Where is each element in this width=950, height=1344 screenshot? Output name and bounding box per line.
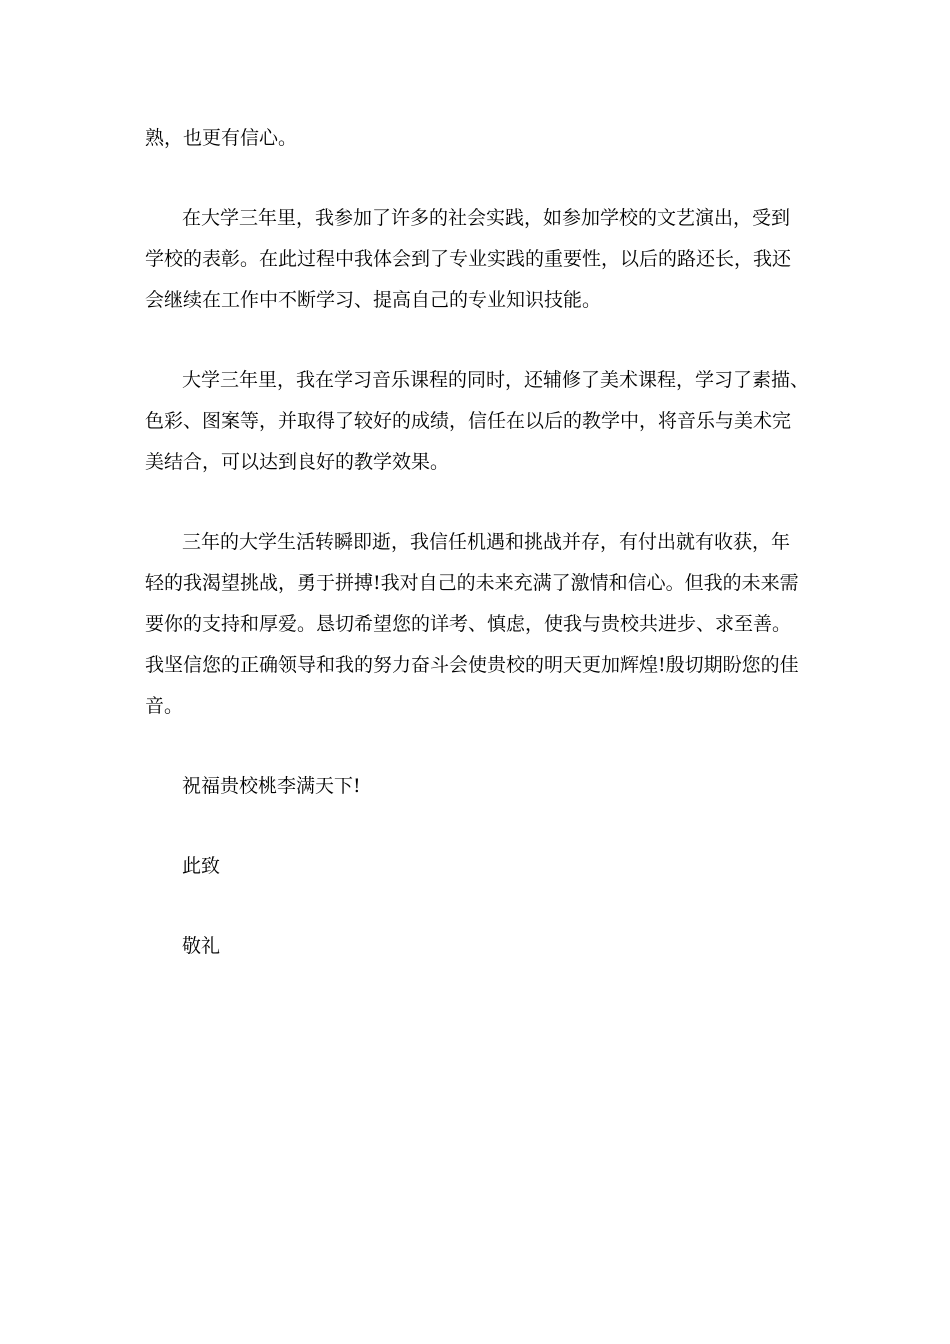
paragraph-2-line-3: 会继续在工作中不断学习、提高自己的专业知识技能。: [145, 289, 602, 311]
closing-salutation: 此致: [182, 855, 221, 877]
paragraph-4-line-1: 三年的大学生活转瞬即逝，我信任机遇和挑战并存，有付出就有收获，年: [182, 531, 791, 553]
paragraph-4-line-2: 轻的我渴望挑战，勇于拼搏!我对自己的未来充满了激情和信心。但我的未来需: [145, 572, 799, 594]
paragraph-3-line-3: 美结合，可以达到良好的教学效果。: [145, 451, 450, 473]
paragraph-2-line-2: 学校的表彰。在此过程中我体会到了专业实践的重要性，以后的路还长，我还: [145, 248, 792, 270]
paragraph-4-line-5: 音。: [145, 695, 184, 717]
paragraph-3-line-2: 色彩、图案等，并取得了较好的成绩，信任在以后的教学中，将音乐与美术完: [145, 410, 792, 432]
paragraph-2-line-1: 在大学三年里，我参加了许多的社会实践，如参加学校的文艺演出，受到: [182, 207, 791, 229]
paragraph-3-line-1: 大学三年里，我在学习音乐课程的同时，还辅修了美术课程，学习了素描、: [182, 369, 810, 391]
closing-regards: 敬礼: [182, 935, 221, 957]
closing-wishes: 祝福贵校桃李满天下!: [182, 775, 361, 797]
paragraph-4-line-4: 我坚信您的正确领导和我的努力奋斗会使贵校的明天更加辉煌!殷切期盼您的佳: [145, 654, 799, 676]
paragraph-1-line-1: 熟，也更有信心。: [145, 127, 298, 149]
paragraph-4-line-3: 要你的支持和厚爱。恳切希望您的详考、慎虑，使我与贵校共进步、求至善。: [145, 613, 792, 635]
